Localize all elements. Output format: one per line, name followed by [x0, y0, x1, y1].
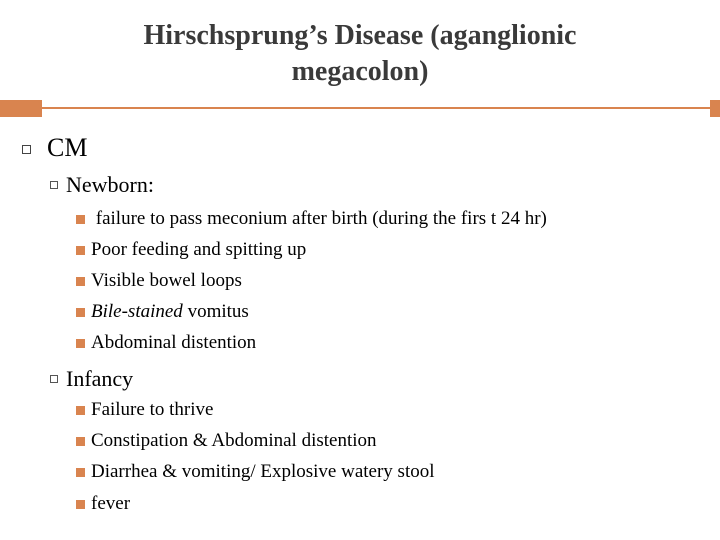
title-divider-line — [42, 107, 710, 109]
title-line-1: Hirschsprung’s Disease (aganglionic — [143, 20, 577, 51]
square-bullet-icon — [76, 246, 85, 255]
infancy-item-3: Diarrhea & vomiting/ Explosive watery stool — [91, 461, 435, 482]
heading-cm: CM — [47, 133, 88, 162]
newborn-item-5: Abdominal distention — [91, 332, 257, 353]
level2-item-newborn — [50, 172, 154, 198]
square-bullet-icon — [76, 308, 85, 317]
list-item — [76, 331, 256, 355]
hollow-square-bullet-icon — [50, 181, 58, 189]
list-item — [76, 300, 249, 324]
list-item — [76, 269, 242, 293]
level1-item-cm — [22, 133, 87, 163]
slide-title — [60, 18, 660, 90]
hollow-square-bullet-icon — [50, 375, 58, 383]
level2-item-infancy — [50, 366, 133, 392]
newborn-item-4 — [91, 300, 249, 324]
newborn-item-1: failure to pass meconium after birth (during the firs t 24 hr) — [91, 208, 547, 229]
newborn-item-4-rest: vomitus — [182, 301, 249, 322]
infancy-item-2: Constipation & Abdominal distention — [91, 430, 377, 451]
list-item — [76, 492, 130, 516]
list-item — [76, 398, 213, 422]
title-line-2: megacolon) — [291, 56, 429, 87]
infancy-label: Infancy — [66, 366, 134, 391]
title-accent-block-right — [710, 100, 720, 117]
list-item — [76, 238, 306, 262]
square-bullet-icon — [76, 215, 85, 224]
list-item — [76, 460, 435, 484]
title-accent-block-left — [0, 100, 42, 117]
newborn-item-3: Visible bowel loops — [91, 270, 242, 291]
list-item — [76, 207, 547, 231]
newborn-label: Newborn: — [66, 172, 154, 197]
emphasis-bile-stained: Bile-stained — [91, 301, 183, 322]
newborn-item-2: Poor feeding and spitting up — [91, 239, 307, 260]
list-item — [76, 429, 377, 453]
square-bullet-icon — [76, 406, 85, 415]
infancy-item-1: Failure to thrive — [91, 399, 214, 420]
hollow-square-bullet-icon — [22, 145, 31, 154]
square-bullet-icon — [76, 437, 85, 446]
square-bullet-icon — [76, 339, 85, 348]
square-bullet-icon — [76, 500, 85, 509]
square-bullet-icon — [76, 277, 85, 286]
infancy-item-4: fever — [91, 493, 131, 514]
square-bullet-icon — [76, 468, 85, 477]
